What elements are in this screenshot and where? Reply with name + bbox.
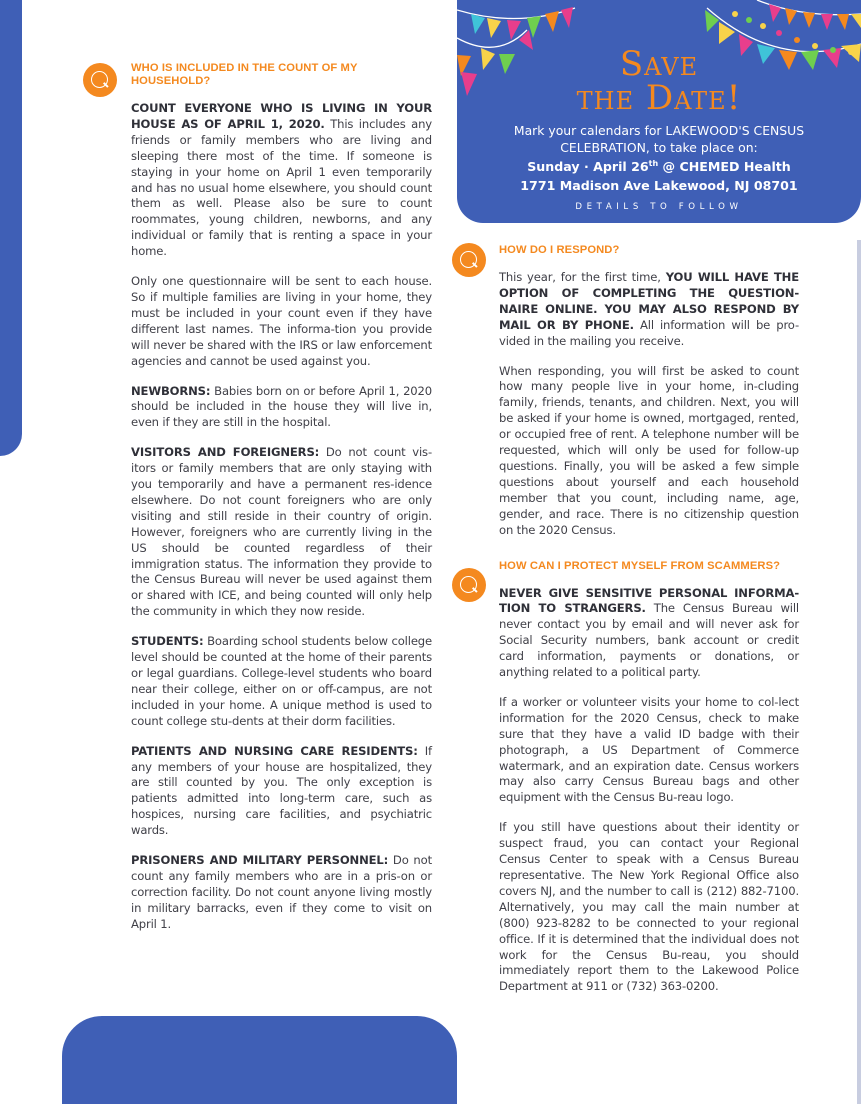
save-subtitle: Mark your calendars for LAKEWOOD'S CENSUS CELEBRATION, to take place on: (513, 123, 805, 155)
left-decorative-bar (0, 0, 22, 456)
left-column (131, 62, 432, 947)
section-heading-household: WHO IS INCLUDED IN THE COUNT OF MY HOUSEHOLD? (131, 62, 358, 87)
right-column (499, 244, 799, 1009)
save-title-line1: Save (619, 44, 699, 84)
magnifier-icon (452, 243, 486, 277)
magnifier-icon (452, 568, 486, 602)
paragraph: This year, for the first time, YOU WILL HAVE THE OPTION OF COMPLETING THE QUESTION-NAIRE ONLINE. YOU MAY ALSO RESPOND BY MAIL OR BY PHONE. All information will be pro-vided in the mailing you receive. (499, 270, 799, 348)
magnifier-icon (83, 63, 117, 97)
paragraph: If you still have questions about their identity or suspect fraud, you can contact your Regional Census Center to speak with a Census Bureau representative. The New York Regional Office also covers NJ, and the number to call is (212) 882-7100. Alternatively, you may call the main number at (800) 923-8282 to be connected to your regional office. If it is determined that the individual does not work for the Census Bu-reau, you should immediately report them to the Lakewood Police Department at 911 or (732) 363-0200. (499, 820, 799, 994)
paragraph-prisoners: PRISONERS AND MILITARY PERSONNEL: Do not count any family members who are in a pris-on or correction facility. Do not count anyone living mostly in military barracks, even if they come to visit on April 1. (131, 853, 432, 931)
paragraph: When responding, you will first be asked to count how many people live in your home, in-cluding family, friends, tenants, and children. Next, you will be asked if your home is owned, mortgaged, rented, or occupied free of rent. A telephone number will be requested, which will only be used for follow-up questions. Finally, you will be asked a few simple questions about yourself and each household member that you count, including name, age, gender, and race. There is no citizenship question on the 2020 Census. (499, 363, 799, 537)
details-to-follow: DETAILS TO FOLLOW (575, 202, 743, 212)
event-address: 1771 Madison Ave Lakewood, NJ 08701 (520, 178, 798, 193)
paragraph: NEVER GIVE SENSITIVE PERSONAL INFORMA-TION TO STRANGERS. The Census Bureau will never contact you by email and will never ask for Social Security numbers, bank account or credit card information, payments or donations, or anything related to a political party. (499, 585, 799, 680)
paragraph-students: STUDENTS: Boarding school students below college level should be counted at the home of their parents or legal guardians. College-level students who board near their college, either on or off-campus, are not included in your home. A unique method is used to count college stu-dents at their dorm facilities. (131, 634, 432, 728)
save-the-date-banner (457, 0, 861, 223)
paragraph: COUNT EVERYONE WHO IS LIVING IN YOUR HOUSE AS OF APRIL 1, 2020. This includes any friends or family members who are living and sleeping there most of the time. If someone is staying in your home on April 1 even temporarily and has no usual home elsewhere, you should count them as well. Please also be sure to count roommates, young children, newborns, and any individual or family that is renting a space in your home. (131, 101, 433, 259)
paragraph-newborns: NEWBORNS: Babies born on or before April 1, 2020 should be included in the house they will live in, even if they are still in the hospital. (131, 383, 432, 430)
paragraph-visitors: VISITORS AND FOREIGNERS: Do not count vis-itors or family members that are only staying with you temporarily and have a permanent res-idence elsewhere. Do not count foreigners who are only visiting and still reside in their country of origin. However, foreigners who are currently living in the US should be counted regardless of their immigration status. The information they provide to the Census Bureau will never be used against them or shared with ICE, and being counted will only help the community in which they now reside. (131, 445, 432, 619)
paragraph: If a worker or volunteer visits your home to col-lect information for the 2020 Census, check to make sure that they have a valid ID badge with their photograph, a US Department of Commerce watermark, and an expiration date. Census workers may also carry Census Bureau bags and other equipment with the Census Bu-reau logo. (499, 694, 799, 805)
section-heading-scammers: HOW CAN I PROTECT MYSELF FROM SCAMMERS? (499, 559, 781, 572)
event-date: Sunday · April 26th @ CHEMED Health (527, 158, 791, 174)
paragraph-patients: PATIENTS AND NURSING CARE RESIDENTS: If any members of your house are hospitalized, they are still counted by you. The only exception is patients admitted into long-term care, such as hospices, nursing care facilities, and psychiatric wards. (131, 743, 432, 838)
section-heading-respond: HOW DO I RESPOND? (499, 244, 620, 256)
right-edge-strip (857, 240, 861, 1104)
bottom-blue-panel (62, 1016, 457, 1104)
event-info (457, 157, 861, 195)
paragraph: Only one questionnaire will be sent to each house. So if multiple families are living in your home, they must be included in your count even if they have different last names. The informa-tion you provide will never be shared with the IRS or law enforcement agencies and cannot be used against you. (131, 274, 432, 368)
save-title-line2: the Date! (576, 78, 742, 118)
